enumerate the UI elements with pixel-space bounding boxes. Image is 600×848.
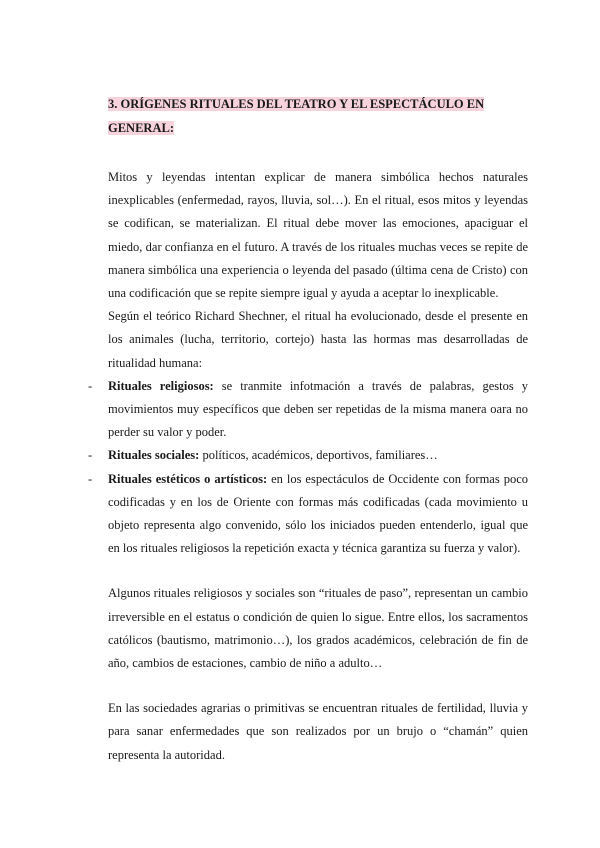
paragraph-agrarian: En las sociedades agrarias o primitivas se encuentran rituales de fertilidad, lluvia y para sanar enfermedades que son realizados por un brujo o “chamán” quien representa la autoridad. — [108, 701, 528, 762]
list-item-religiosos — [88, 375, 528, 445]
paragraph-rites-of-passage: Algunos rituales religiosos y sociales son “rituales de paso”, representan un cambio irreversible en el estatus o condición de quien lo sigue. Entre ellos, los sacramentos católicos (bautismo, matrimonio…), los grados académicos, celebración de fin de año, cambios de estaciones, cambio de niño a adulto… — [108, 586, 528, 671]
heading-line-2: GENERAL: — [108, 121, 174, 135]
desc-esteticos: en los espectáculos de Occidente con formas poco codificadas y en los de Oriente con formas más codificadas (cada movimiento u objeto representa algo convenido, sólo los iniciados pueden entenderlo, igual que en los rituales religiosos la repetición exacta y técnica garantiza su fuerza y valor). — [108, 471, 528, 556]
bullet-dash: - — [88, 471, 93, 486]
document-body — [88, 92, 528, 767]
term-religiosos: Rituales religiosos: — [108, 378, 214, 393]
desc-religiosos: se tranmite infotmación a través de palabras, gestos y movimientos muy específicos que deben ser repetidas de la misma manera oara no perder su valor y poder. — [108, 378, 528, 440]
section-heading — [108, 92, 528, 140]
paragraph-shechner: Según el teórico Richard Shechner, el ritual ha evolucionado, desde el presente en los animales (lucha, territorio, cortejo) hasta las hormas mas desarrolladas de ritualidad humana: — [108, 309, 528, 370]
term-esteticos: Rituales estéticos o artísticos: — [108, 471, 268, 486]
desc-sociales: políticos, académicos, deportivos, familiares… — [199, 448, 438, 463]
bullet-dash: - — [88, 378, 93, 393]
term-sociales: Rituales sociales: — [108, 448, 200, 463]
paragraph-myths: Mitos y leyendas intentan explicar de manera simbólica hechos naturales inexplicables (enfermedad, rayos, lluvia, sol…). En el ritual, esos mitos y leyendas se codifican, se materializan. El ritual debe mover las emociones, apaciguar el miedo, dar confianza en el futuro. A través de los rituales muchas veces se repite de manera simbólica una experiencia o leyenda del pasado (última cena de Cristo) con una codificación que se repite siempre igual y ayuda a aceptar lo inexplicable. — [108, 170, 528, 301]
list-item-sociales — [88, 444, 528, 467]
heading-line-1: 3. ORÍGENES RITUALES DEL TEATRO Y EL ESPECTÁCULO EN — [108, 97, 485, 111]
list-item-esteticos — [88, 468, 528, 561]
ritual-types-list — [88, 375, 528, 561]
bullet-dash: - — [88, 448, 93, 463]
